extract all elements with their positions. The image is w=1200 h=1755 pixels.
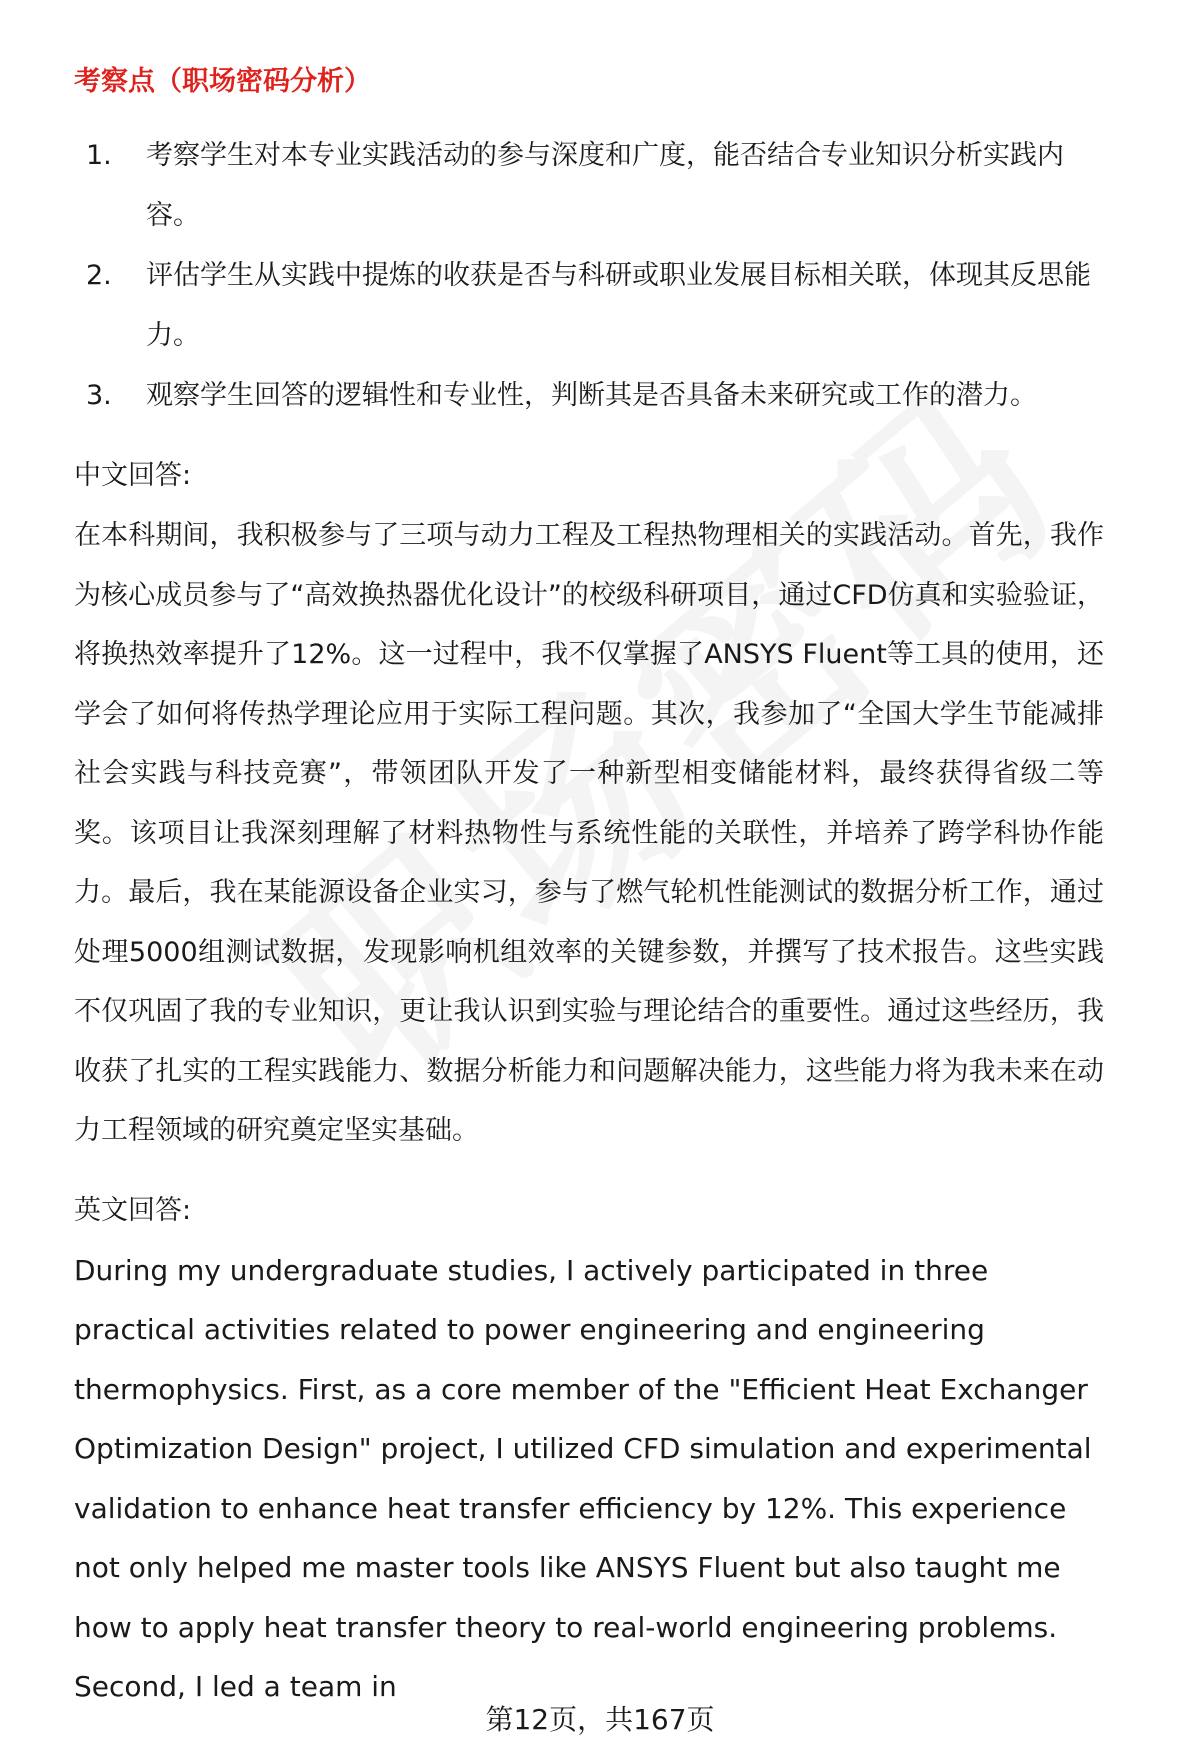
list-item-number: 3. — [86, 380, 112, 411]
assessment-points-list — [74, 126, 1104, 426]
section-title: 考察点（职场密码分析） — [74, 66, 371, 97]
list-item-number: 1. — [86, 140, 112, 171]
list-item-number: 2. — [86, 260, 112, 291]
page-number-footer: 第12页，共167页 — [485, 1703, 715, 1736]
list-item — [74, 246, 1104, 366]
list-item-text: 考察学生对本专业实践活动的参与深度和广度，能否结合专业知识分析实践内容。 — [146, 140, 1064, 231]
list-item-text: 观察学生回答的逻辑性和专业性，判断其是否具备未来研究或工作的潜力。 — [146, 380, 1037, 411]
english-answer-body: During my undergraduate studies, I actively participated in three practical activities related to power engineering and engineering thermophysics. First, as a core member of the "Efficient Heat Exchanger Optimization Design" project, I utilized CFD simulation and experimental validation to enhance heat transfer efficiency by 12%. This experience not only helped me master tools like ANSYS Fluent but also taught me how to apply heat transfer theory to real-world engineering problems. Second, I led a team in — [74, 1253, 1092, 1703]
chinese-answer-body: 在本科期间，我积极参与了三项与动力工程及工程热物理相关的实践活动。首先，我作为核心成员参与了“高效换热器优化设计”的校级科研项目，通过CFD仿真和实验验证，将换热效率提升了12%。这一过程中，我不仅掌握了ANSYS Fluent等工具的使用，还学会了如何将传热学理论应用于实际工程问题。其次，我参加了“全国大学生节能减排社会实践与科技竞赛”，带领团队开发了一种新型相变储能材料，最终获得省级二等奖。该项目让我深刻理解了材料热物性与系统性能的关联性，并培养了跨学科协作能力。最后，我在某能源设备企业实习，参与了燃气轮机性能测试的数据分析工作，通过处理5000组测试数据，发现影响机组效率的关键参数，并撰写了技术报告。这些实践不仅巩固了我的专业知识，更让我认识到实验与理论结合的重要性。通过这些经历，我收获了扎实的工程实践能力、数据分析能力和问题解决能力，这些能力将为我未来在动力工程领域的研究奠定坚实基础。 — [74, 520, 1104, 1146]
list-item-text: 评估学生从实践中提炼的收获是否与科研或职业发展目标相关联，体现其反思能力。 — [146, 260, 1091, 351]
english-answer-heading: 英文回答: — [74, 1194, 192, 1226]
chinese-answer-heading: 中文回答: — [74, 460, 192, 491]
list-item — [74, 126, 1104, 246]
list-item — [74, 366, 1104, 426]
